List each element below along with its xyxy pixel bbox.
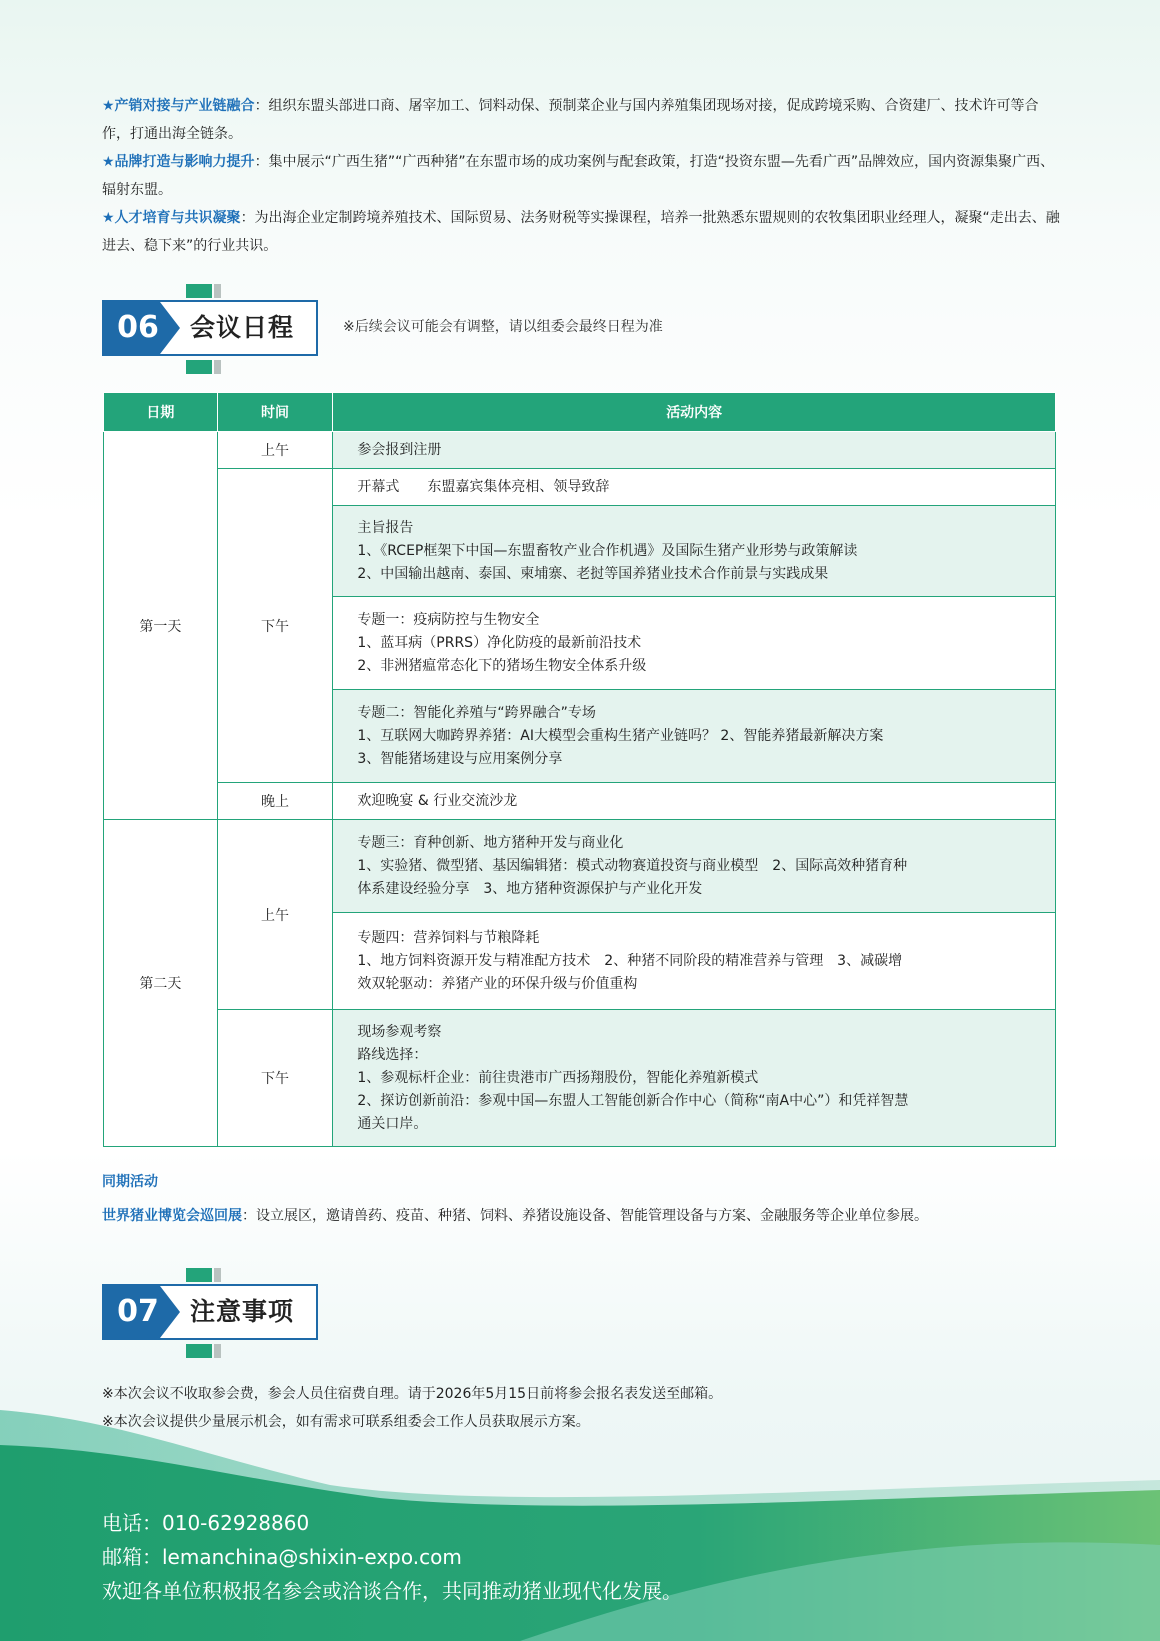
activity-line: 1、地方饲料资源开发与精准配方技术 2、种猪不同阶段的精准营养与管理 3、减碳增: [357, 952, 903, 969]
activity-cell: [333, 1010, 1056, 1147]
activity-line: 专题一：疫病防控与生物安全: [357, 611, 540, 628]
activity-line: 开幕式 东盟嘉宾集体亮相、领导致辞: [357, 478, 610, 495]
intro-item-1: [102, 92, 1062, 148]
header-decoration: [214, 1344, 221, 1358]
activity-line: 现场参观考察: [357, 1023, 442, 1040]
activity-line: 2、中国输出越南、泰国、柬埔寨、老挝等国养猪业技术合作前景与实践成果: [357, 565, 829, 582]
col-header-activity: 活动内容: [333, 393, 1056, 432]
day-cell: 第二天: [104, 820, 218, 1147]
activity-cell: [333, 506, 1056, 597]
contact-section: [102, 1506, 682, 1608]
section-number: 07: [117, 1294, 159, 1329]
activity-cell: [333, 469, 1056, 506]
intro-text: ：集中展示“广西生猪”“广西种猪”在东盟市场的成功案例与配套政策，打造“投资东盟—先看广西”品牌效应，国内资源集聚广西、辐射东盟。: [102, 154, 1055, 198]
header-decoration: [214, 1268, 221, 1282]
header-decoration: [186, 284, 212, 298]
activity-line: 通关口岸。: [357, 1115, 428, 1132]
section-title: 注意事项: [190, 1297, 295, 1326]
time-cell: 下午: [217, 469, 333, 783]
activity-line: 专题三：育种创新、地方猪种开发与商业化: [357, 834, 624, 851]
header-decoration: [214, 284, 221, 298]
table-row: [104, 820, 1056, 913]
activity-line: 1、参观标杆企业：前往贵港市广西扬翔股份，智能化养殖新模式: [357, 1069, 759, 1086]
day-cell: 第一天: [104, 432, 218, 820]
activity-cell: [333, 820, 1056, 913]
table-row: [104, 783, 1056, 820]
activity-cell: [333, 690, 1056, 783]
activity-line: 路线选择：: [357, 1046, 428, 1063]
activity-line: 3、智能猪场建设与应用案例分享: [357, 750, 563, 767]
time-cell: 上午: [217, 820, 333, 1010]
contact-phone: 电话：010-62928860: [102, 1511, 310, 1535]
activity-line: 2、非洲猪瘟常态化下的猪场生物安全体系升级: [357, 657, 647, 674]
intro-label: ★品牌打造与影响力提升: [102, 154, 255, 170]
activity-line: 2、探访创新前沿：参观中国—东盟人工智能创新合作中心（简称“南A中心”）和凭祥智慧: [357, 1092, 909, 1109]
intro-item-3: [102, 204, 1062, 260]
activity-line: 1、互联网大咖跨界养猪：AI大模型会重构生猪产业链吗？ 2、智能养猪最新解决方案: [357, 727, 884, 744]
activity-line: 效双轮驱动：养猪产业的环保升级与价值重构: [357, 975, 638, 992]
note-line: ※本次会议提供少量展示机会，如有需求可联系组委会工作人员获取展示方案。: [102, 1414, 590, 1430]
activity-line: 欢迎晚宴 & 行业交流沙龙: [357, 792, 518, 809]
col-header-date: 日期: [104, 393, 218, 432]
concurrent-body: ：设立展区，邀请兽药、疫苗、种猪、饲料、养猪设施设备、智能管理设备与方案、金融服务等企业单位参展。: [242, 1208, 928, 1224]
activity-cell: [333, 783, 1056, 820]
header-decoration: [214, 360, 221, 374]
intro-item-2: [102, 148, 1062, 204]
concurrent-title: 同期活动: [102, 1174, 158, 1190]
schedule-table: [103, 392, 1056, 1147]
intro-label: ★人才培育与共识凝聚: [102, 210, 241, 226]
activity-line: 体系建设经验分享 3、地方猪种资源保护与产业化开发: [357, 880, 703, 897]
header-decoration: [186, 1344, 212, 1358]
header-decoration: [186, 360, 212, 374]
activity-line: 1、《RCEP框架下中国—东盟畜牧产业合作机遇》及国际生猪产业形势与政策解读: [357, 542, 858, 559]
intro-text: ：组织东盟头部进口商、屠宰加工、饲料动保、预制菜企业与国内养殖集团现场对接，促成跨境采购、合资建厂、技术许可等合作，打通出海全链条。: [102, 98, 1039, 142]
header-decoration: [186, 1268, 212, 1282]
section-07-header: [102, 1268, 462, 1358]
concurrent-text: [102, 1204, 982, 1228]
activity-line: 专题四：营养饲料与节粮降耗: [357, 929, 540, 946]
table-row: [104, 469, 1056, 506]
activity-cell: [333, 913, 1056, 1010]
note-line: ※本次会议不收取参会费，参会人员住宿费自理。请于2026年5月15日前将参会报名表发送至邮箱。: [102, 1386, 723, 1402]
table-row: [104, 432, 1056, 469]
contact-slogan: 欢迎各单位积极报名参会或洽谈合作，共同推动猪业现代化发展。: [102, 1579, 682, 1603]
contact-email: 邮箱：lemanchina@shixin-expo.com: [102, 1545, 462, 1569]
activity-line: 参会报到注册: [357, 441, 442, 458]
intro-section: [102, 92, 1062, 260]
activity-line: 1、蓝耳病（PRRS）净化防疫的最新前沿技术: [357, 634, 642, 651]
table-header-row: [104, 393, 1056, 432]
section-number: 06: [117, 310, 159, 345]
time-cell: 上午: [217, 432, 333, 469]
schedule-note: ※后续会议可能会有调整，请以组委会最终日程为准: [343, 319, 663, 335]
section-title: 会议日程: [190, 313, 295, 342]
time-cell: 下午: [217, 1010, 333, 1147]
activity-line: 1、实验猪、微型猪、基因编辑猪：模式动物赛道投资与商业模型 2、国际高效种猪育种: [357, 857, 908, 874]
time-cell: 晚上: [217, 783, 333, 820]
activity-cell: [333, 432, 1056, 469]
concurrent-label: 世界猪业博览会巡回展: [102, 1208, 242, 1224]
col-header-time: 时间: [217, 393, 333, 432]
intro-label: ★产销对接与产业链融合: [102, 98, 255, 114]
activity-line: 主旨报告: [357, 519, 414, 536]
table-row: [104, 1010, 1056, 1147]
activity-cell: [333, 597, 1056, 690]
intro-text: ：为出海企业定制跨境养殖技术、国际贸易、法务财税等实操课程，培养一批熟悉东盟规则的农牧集团职业经理人，凝聚“走出去、融进去、稳下来”的行业共识。: [102, 210, 1060, 254]
activity-line: 专题二：智能化养殖与“跨界融合”专场: [357, 704, 596, 721]
